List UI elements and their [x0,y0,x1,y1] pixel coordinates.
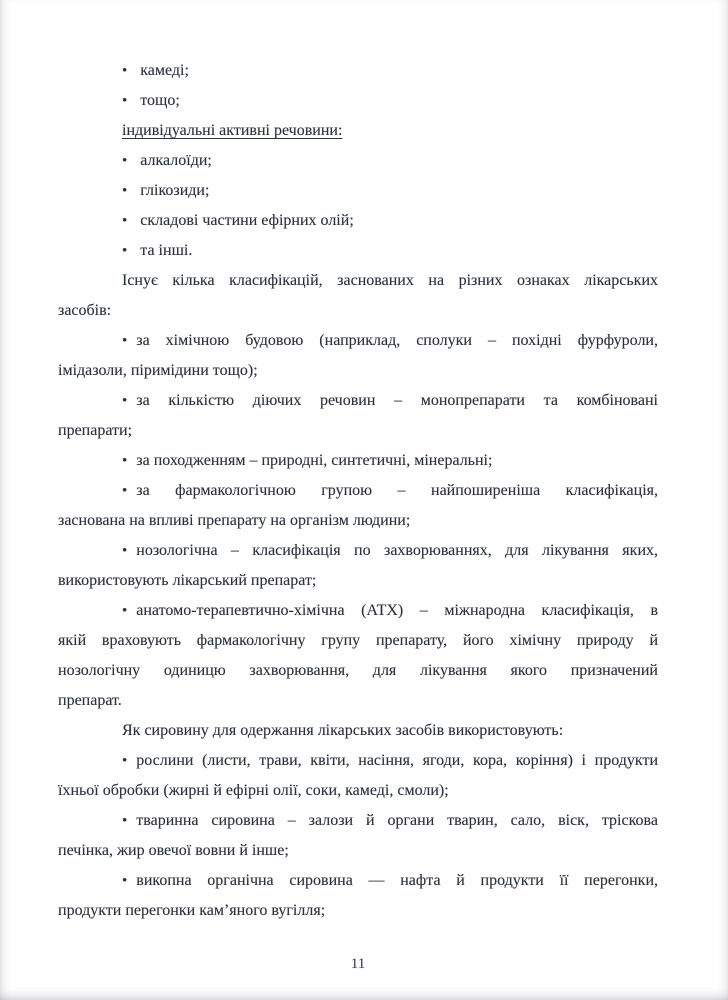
bullet-icon: • [122,873,128,889]
bullet-icon: • [122,393,128,409]
list-item-text: тощо; [140,92,180,109]
bullet-paragraph-text: за фармакологічною групою – найпоширеніша класифікація, [136,482,658,499]
bullet-paragraph-text: за хімічною будовою (наприклад, сполуки – похідні фурфуроли, [136,332,658,349]
bullet-icon: • [122,153,128,169]
bullet-paragraph-line: печінка, жир овечої вовни й інше; [58,842,289,859]
paragraph-line: засобів: [58,302,112,319]
bullet-icon: • [122,243,128,259]
bullet-list-item [58,86,658,116]
page-number: 11 [350,956,366,972]
bullet-paragraph-line: продукти перегонки кам’яного вугілля; [58,902,326,919]
bullet-list-item [58,56,658,86]
list-item-text: камеді; [140,62,189,79]
underlined-heading [58,116,658,146]
paragraph-line: Існує кілька класифікацій, заснованих на різних ознаках лікарських [122,272,658,289]
bullet-paragraph-line: якій враховують фармакологічну групу препарату, його хімічну природу й [58,632,658,649]
bullet-paragraph-line [58,806,658,836]
list-item-text: та інші. [140,242,193,259]
bullet-icon: • [122,543,128,559]
bullet-icon: • [122,63,128,79]
bullet-paragraph-line: заснована на впливі препарату на організм людини; [58,512,411,529]
page-content [58,56,658,926]
bullet-icon: • [122,483,128,499]
bullet-paragraph-line [58,476,658,506]
bullet-icon: • [122,603,128,619]
bullet-list-item [58,176,658,206]
paragraph-line: Як сировину для одержання лікарських засобів використовують: [122,722,564,739]
bullet-paragraph-text: нозологічна – класифікація по захворюваннях, для лікування яких, [136,542,658,559]
bullet-paragraph-line [58,866,658,896]
bullet-paragraph-text: анатомо-терапевтично-хімічна (АТХ) – міжнародна класифікація, в [136,602,658,619]
bullet-icon: • [122,333,128,349]
list-item-text: алкалоїди; [140,152,212,169]
bullet-paragraph-line: використовують лікарський препарат; [58,572,317,589]
bullet-paragraph-line [58,386,658,416]
list-item-text: складові частини ефірних олій; [140,212,354,229]
bullet-paragraph-line [58,446,658,476]
bullet-paragraph-text: рослини (листи, трави, квіти, насіння, ягоди, кора, коріння) і продукти [136,752,658,769]
bullet-paragraph-line: нозологічну одиницю захворювання, для лікування якого призначений [58,662,658,679]
bullet-paragraph-line: їхньої обробки (жирні й ефірні олії, соки, камеді, смоли); [58,782,449,799]
underlined-heading-text: індивідуальні активні речовини: [122,122,343,139]
bullet-paragraph-line [58,326,658,356]
bullet-icon: • [122,93,128,109]
bullet-paragraph-line [58,536,658,566]
bullet-paragraph-line: імідазоли, піримідини тощо); [58,362,258,379]
bullet-paragraph-line [58,596,658,626]
bullet-icon: • [122,753,128,769]
bullet-paragraph-text: викопна органічна сировина — нафта й продукти її перегонки, [136,872,658,889]
bullet-paragraph-line: препарат. [58,692,122,709]
bullet-icon: • [122,213,128,229]
bullet-icon: • [122,453,128,469]
bullet-list-item [58,206,658,236]
bullet-paragraph-text: тваринна сировина – залози й органи тварин, сало, віск, тріскова [136,812,658,829]
bullet-paragraph-text: за походженням – природні, синтетичні, мінеральні; [136,452,493,469]
bullet-list-item [58,236,658,266]
list-item-text: глікозиди; [140,182,210,199]
bullet-paragraph-line [58,746,658,776]
bullet-paragraph-text: за кількістю діючих речовин – монопрепарати та комбіновані [136,392,658,409]
bullet-icon: • [122,183,128,199]
bullet-icon: • [122,813,128,829]
bullet-paragraph-line: препарати; [58,422,133,439]
bullet-list-item [58,146,658,176]
